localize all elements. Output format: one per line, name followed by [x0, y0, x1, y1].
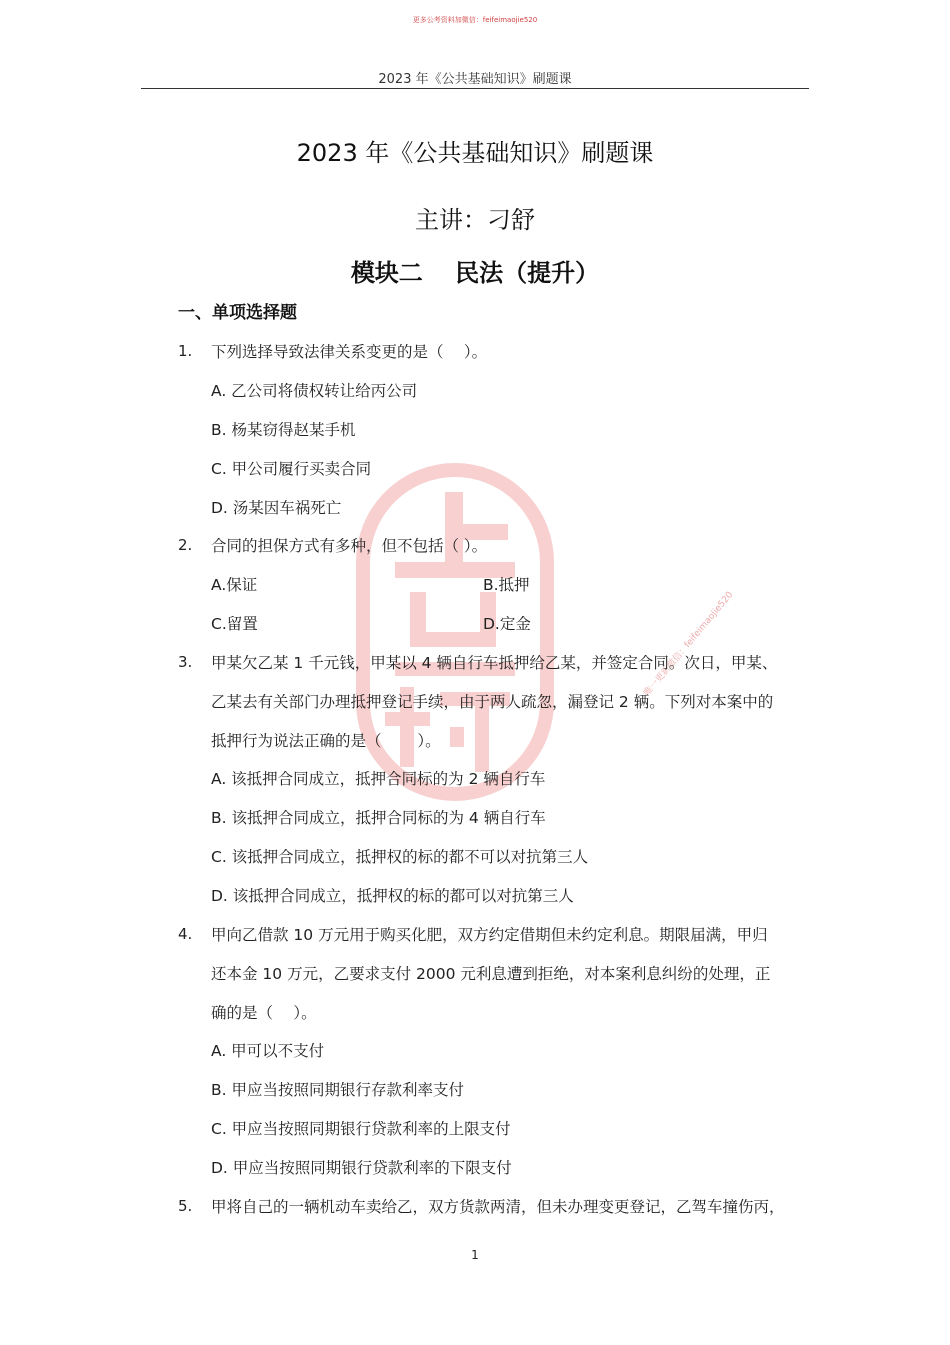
option-d: D.定金	[483, 615, 531, 633]
question-number: 3.	[178, 653, 193, 671]
question-stem-line-1: 甲某欠乙某 1 千元钱，甲某以 4 辆自行车抵押给乙某，并签定合同。次日，甲某、	[211, 654, 778, 672]
question-stem-line-1: 甲向乙借款 10 万元用于购买化肥，双方约定借期但未约定利息。期限届满，甲归	[211, 926, 768, 944]
option-a: A. 该抵押合同成立，抵押合同标的为 2 辆自行车	[211, 770, 546, 788]
question-number: 1.	[178, 342, 193, 360]
option-c: C. 甲应当按照同期银行贷款利率的上限支付	[211, 1120, 511, 1138]
page-number: 1	[471, 1248, 479, 1262]
question-stem: 下列选择导致法律关系变更的是（ ）。	[211, 343, 488, 361]
option-a: A. 甲可以不支付	[211, 1042, 325, 1060]
question-number: 5.	[178, 1197, 193, 1215]
option-c: C. 甲公司履行买卖合同	[211, 460, 372, 478]
option-a: A.保证	[211, 576, 258, 594]
question-stem-line-3: 确的是（ ）。	[211, 1004, 317, 1022]
option-b: B.抵押	[483, 576, 530, 594]
top-contact-note: 更多公考资料加微信：feifeimaojie520	[412, 16, 538, 24]
question-stem-line-2: 乙某去有关部门办理抵押登记手续，由于两人疏忽，漏登记 2 辆。下列对本案中的	[211, 693, 774, 711]
option-d: D. 汤某因车祸死亡	[211, 499, 342, 517]
page-title: 2023 年《公共基础知识》刷题课	[296, 139, 654, 167]
option-a: A. 乙公司将债权转让给丙公司	[211, 382, 418, 400]
watermark-diagonal-text: 唯一更新微信：feifeimaojie520	[642, 590, 736, 699]
section-heading: 一、单项选择题	[178, 303, 297, 323]
question-number: 4.	[178, 925, 193, 943]
option-d: D. 该抵押合同成立，抵押权的标的都可以对抗第三人	[211, 887, 574, 905]
option-d: D. 甲应当按照同期银行贷款利率的下限支付	[211, 1159, 512, 1177]
watermark-text: 上岸村	[455, 797, 458, 798]
option-b: B. 该抵押合同成立，抵押合同标的为 4 辆自行车	[211, 809, 546, 827]
question-stem: 合同的担保方式有多种，但不包括（ ）。	[211, 537, 488, 555]
question-number: 2.	[178, 536, 193, 554]
question-stem-line-3: 抵押行为说法正确的是（ ）。	[211, 732, 441, 750]
option-b: B. 甲应当按照同期银行存款利率支付	[211, 1081, 464, 1099]
running-header: 2023 年《公共基础知识》刷题课	[378, 72, 572, 87]
option-c: C. 该抵押合同成立，抵押权的标的都不可以对抗第三人	[211, 848, 589, 866]
question-stem-line-1: 甲将自己的一辆机动车卖给乙，双方货款两清，但未办理变更登记，乙驾车撞伤丙，	[211, 1198, 785, 1216]
option-c: C.留置	[211, 615, 258, 633]
header-rule	[141, 88, 809, 89]
speaker-line: 主讲：刁舒	[415, 206, 535, 234]
module-heading: 模块二 民法（提升）	[350, 259, 600, 287]
question-stem-line-2: 还本金 10 万元，乙要求支付 2000 元利息遭到拒绝，对本案利息纠纷的处理，正	[211, 965, 771, 983]
option-b: B. 杨某窃得赵某手机	[211, 421, 356, 439]
